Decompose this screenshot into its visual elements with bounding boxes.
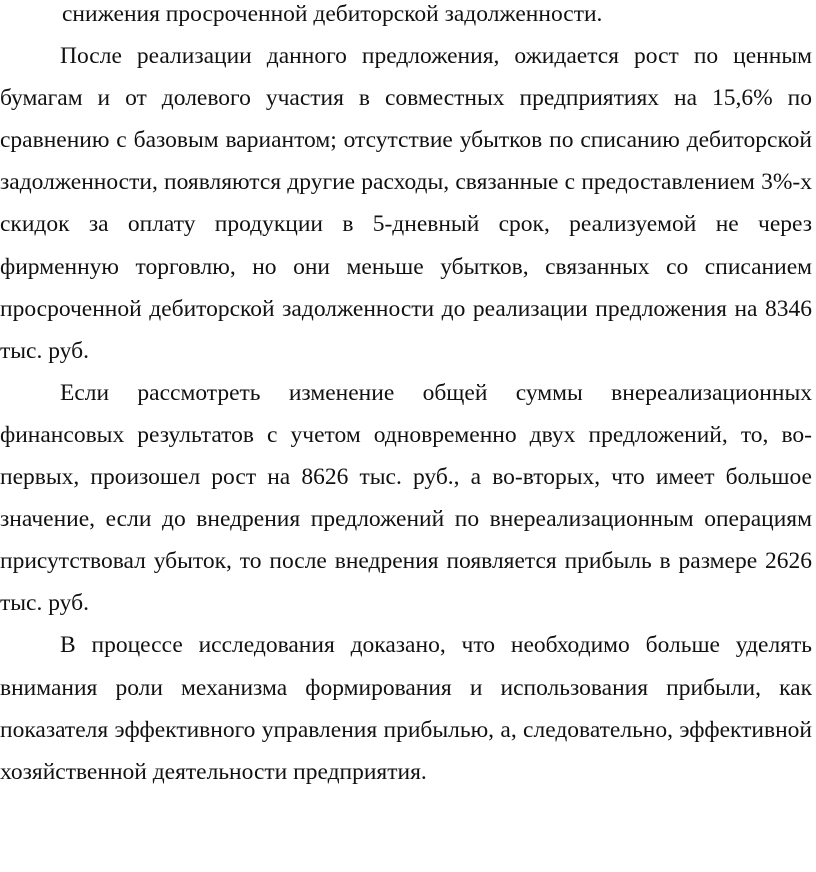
paragraph-proposal-results: После реализации данного предложения, ожидается рост по ценным бумагам и от долевого участия в совместных предприятиях на 15,6% по сравнению с базовым вариантом; отсутствие убытков по списанию дебиторской задолженности, появляются другие расходы, связанные с предоставлением 3%-х скидок за оплату продукции в 5-дневный срок, реализуемой не через фирменную торговлю, но они меньше убытков, связанных со списанием просроченной дебиторской задолженности до реализации предложения на 8346 тыс. руб. [0, 43, 812, 364]
paragraph-continuation: снижения просроченной дебиторской задолженности. [62, 1, 603, 27]
paragraph-conclusion: В процессе исследования доказано, что необходимо больше уделять внимания роли механизма формирования и использования прибыли, как показателя эффективного управления прибылью, а, следовательно, эффективной хозяйственной деятельности предприятия. [0, 632, 812, 785]
paragraph-combined-results: Если рассмотреть изменение общей суммы внереализационных финансовых результатов с учетом одновременно двух предложений, то, во-первых, произошел рост на 8626 тыс. руб., а во-вторых, что имеет большое значение, если до внедрения предложений по внереализационным операциям присутствовал убыток, то после внедрения появляется прибыль в размере 2626 тыс. руб. [0, 379, 812, 617]
